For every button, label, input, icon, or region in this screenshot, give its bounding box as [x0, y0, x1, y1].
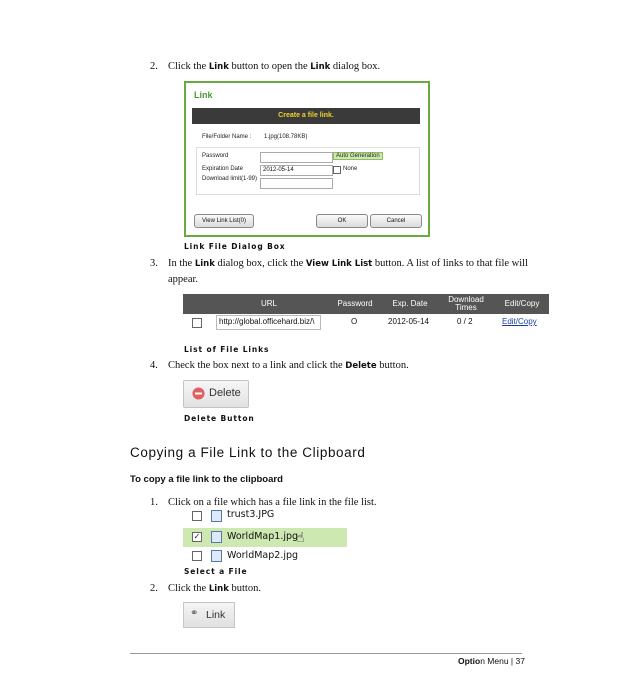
step-number: 3. — [150, 258, 158, 269]
footer-divider — [130, 653, 522, 654]
link-button[interactable] — [183, 602, 235, 628]
caption-delete: Delete Button — [184, 414, 255, 423]
delete-button[interactable] — [183, 380, 249, 408]
subheading: To copy a file link to the clipboard — [130, 474, 283, 485]
link-dialog — [184, 81, 430, 237]
ok-button[interactable]: OK — [316, 214, 368, 228]
col-password: Password — [337, 299, 373, 308]
file-name-value: 1.jpg(108.78KB) — [264, 134, 308, 140]
file-name[interactable]: WorldMap1.jpg — [227, 531, 299, 542]
auto-generation-button[interactable]: Auto Generation — [333, 152, 383, 160]
step-number: 2. — [150, 61, 158, 72]
edit-copy-link[interactable]: Edit/Copy — [502, 317, 537, 326]
list-item-selected[interactable] — [183, 528, 347, 547]
link-table-header — [183, 294, 549, 314]
page-footer: Option Menu | 37 — [458, 656, 525, 666]
col-edit-copy: Edit/Copy — [504, 299, 540, 308]
link-label: Link — [206, 609, 226, 621]
file-name-label: File/Folder Name : — [202, 134, 252, 140]
step-text: Click the Link button to open the Link dialog box. — [168, 61, 381, 72]
cancel-button[interactable]: Cancel — [370, 214, 422, 228]
step-number: 2. — [150, 583, 158, 594]
expiration-input[interactable]: 2012-05-14 — [260, 165, 333, 176]
none-label: None — [343, 166, 358, 172]
password-input[interactable] — [260, 152, 333, 163]
file-list — [183, 509, 347, 561]
view-link-list-button[interactable]: View Link List(0) — [194, 214, 254, 228]
image-file-icon — [211, 510, 222, 522]
expiration-label: Expiration Date — [202, 166, 244, 172]
col-exp-date: Exp. Date — [392, 299, 428, 308]
caption-link-dialog: Link File Dialog Box — [184, 242, 286, 251]
cell-password: O — [351, 317, 358, 326]
dialog-form — [196, 147, 420, 195]
image-file-icon — [211, 550, 222, 562]
section-title: Copying a File Link to the Clipboard — [130, 445, 366, 460]
none-checkbox[interactable] — [333, 166, 341, 174]
step-text: Click the Link button. — [168, 583, 261, 594]
password-label: Password — [202, 153, 229, 159]
row-checkbox[interactable] — [192, 318, 202, 328]
file-checkbox-checked[interactable]: ✓ — [193, 532, 201, 541]
step-number: 4. — [150, 360, 158, 371]
dialog-title: Link — [194, 90, 213, 100]
step-text: Check the box next to a link and click the Delete button. — [168, 360, 409, 371]
list-item[interactable] — [183, 508, 347, 525]
download-limit-label: Download limit(1-99) — [202, 176, 258, 182]
hand-cursor-icon: ☝ — [296, 530, 305, 546]
file-checkbox[interactable] — [192, 511, 202, 521]
cell-date: 2012-05-14 — [388, 317, 429, 326]
col-url: URL — [260, 299, 277, 308]
image-file-icon — [211, 531, 222, 543]
col-download-times: Download Times — [448, 295, 484, 312]
table-row — [183, 314, 549, 332]
step-text-cont: appear. — [168, 274, 199, 285]
link-chain-icon: ⚭ — [190, 608, 199, 619]
list-item[interactable] — [183, 549, 347, 566]
delete-icon — [192, 387, 205, 400]
step-text: In the Link dialog box, click the View Link List button. A list of links to that file will — [168, 258, 528, 269]
caption-select-file: Select a File — [184, 567, 248, 576]
cell-times: 0 / 2 — [457, 317, 473, 326]
file-name[interactable]: WorldMap2.jpg — [227, 550, 299, 561]
caption-link-list: List of File Links — [184, 345, 270, 354]
file-name[interactable]: trust3.JPG — [227, 509, 275, 520]
dialog-header: Create a file link. — [192, 108, 420, 124]
delete-label: Delete — [209, 387, 241, 399]
step-number: 1. — [150, 497, 158, 508]
url-field[interactable]: http://global.officehard.biz/\ — [216, 315, 321, 330]
step-text: Click on a file which has a file link in the file list. — [168, 497, 377, 508]
download-limit-input[interactable] — [260, 178, 333, 189]
file-checkbox[interactable] — [192, 551, 202, 561]
